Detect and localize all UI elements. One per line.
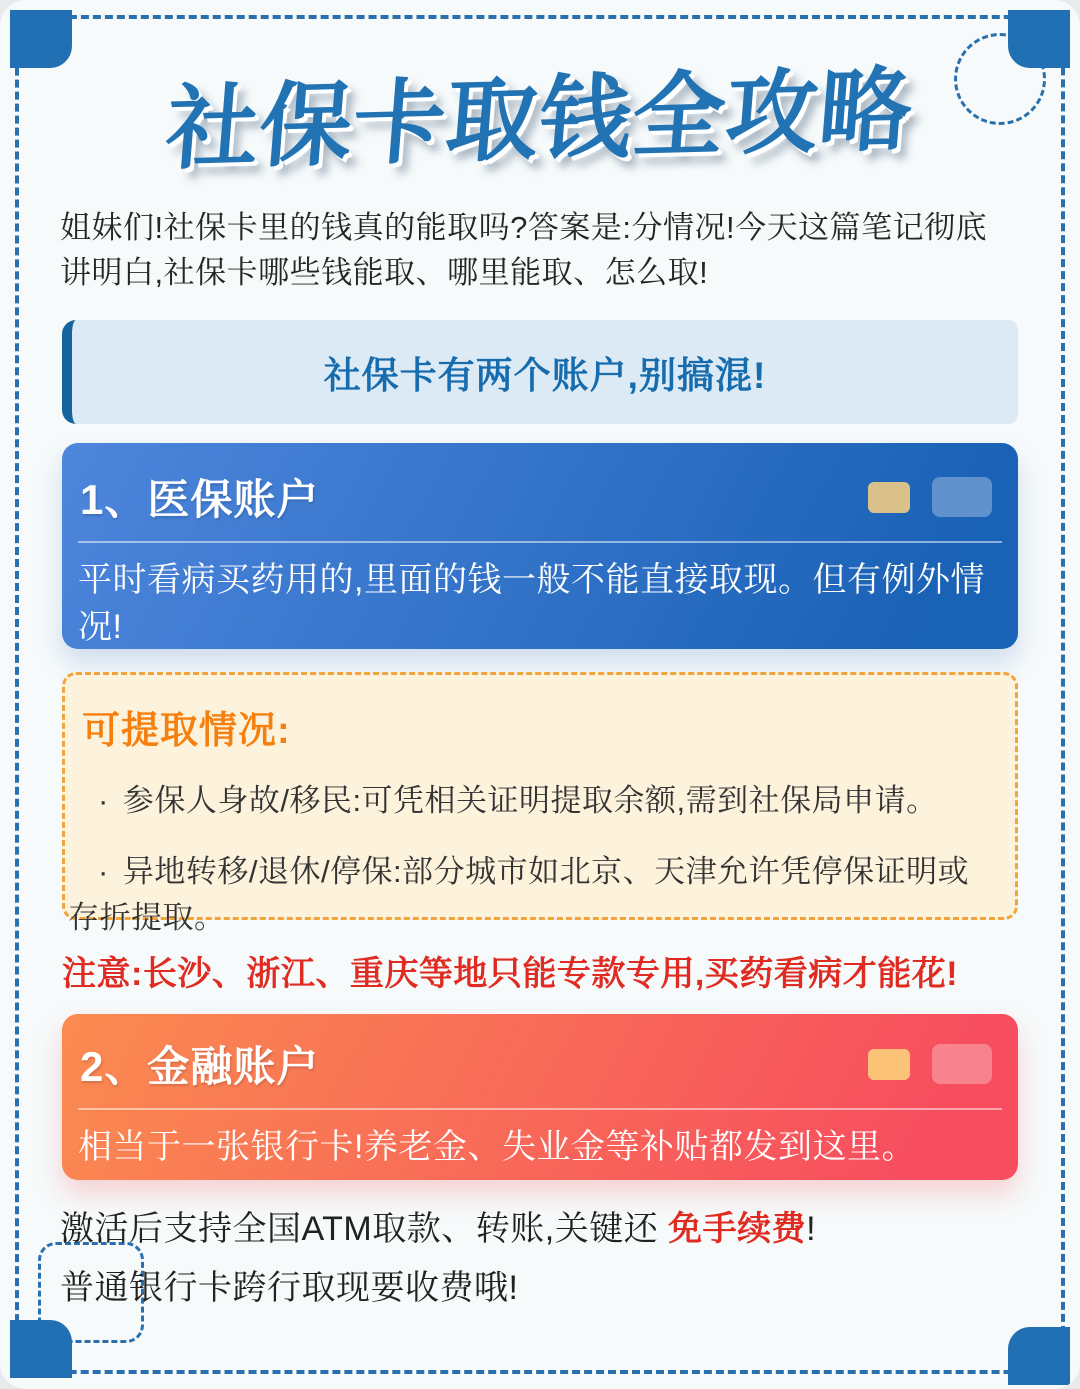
medical-account-card <box>62 443 1018 649</box>
bullet-dot: · <box>98 853 109 889</box>
medical-card-body: 平时看病买药用的,里面的钱一般不能直接取现。但有例外情况! <box>78 561 985 646</box>
financial-account-card <box>62 1014 1018 1180</box>
withdraw-box-title: 可提取情况: <box>82 710 291 752</box>
withdraw-case-text-1: 参保人身故/移民:可凭相关证明提取余额,需到社保局申请。 <box>122 783 938 818</box>
withdraw-case-item <box>68 778 993 825</box>
financial-card-title: 2、金融账户 <box>80 1043 320 1090</box>
warning-note: 注意:长沙、浙江、重庆等地只能专款专用,买药看病才能花! <box>62 955 959 993</box>
footer-line-1-suffix: ! <box>806 1210 817 1248</box>
corner-accent-bottom-right <box>1008 1327 1070 1385</box>
withdraw-cases-box <box>62 672 1018 935</box>
banner-text: 社保卡有两个账户,别搞混! <box>323 355 767 396</box>
card-chip-icon <box>868 1049 910 1080</box>
free-fee-highlight: 免手续费 <box>668 1210 807 1248</box>
section-banner <box>62 320 1018 424</box>
footer-line-2: 普通银行卡跨行取现要收费哦! <box>60 1269 519 1307</box>
card-header <box>62 443 1018 527</box>
card-header <box>62 1014 1018 1094</box>
footer-line-1 <box>60 1201 1000 1250</box>
withdraw-case-text-2: 异地转移/退休/停保:部分城市如北京、天津允许凭停保证明或存折提取。 <box>68 853 970 935</box>
bank-card-icon <box>932 1044 992 1084</box>
bullet-dot: · <box>98 783 109 818</box>
medical-card-title: 1、医保账户 <box>80 476 320 523</box>
financial-card-body: 相当于一张银行卡!养老金、失业金等补贴都发到这里。 <box>78 1128 916 1166</box>
intro-text: 姐妹们!社保卡里的钱真的能取吗?答案是:分情况!今天这篇笔记彻底讲明白,社保卡哪些钱能取、哪里能取、怎么取! <box>60 210 988 290</box>
withdraw-case-item <box>68 849 993 942</box>
bank-card-icon <box>932 477 992 517</box>
footer-line-1-prefix: 激活后支持全国ATM取款、转账,关键还 <box>60 1210 669 1248</box>
corner-accent-bottom-left <box>10 1320 72 1378</box>
bank-card-motif <box>868 1044 992 1084</box>
page-title: 社保卡取钱全攻略 <box>162 59 917 181</box>
bank-card-motif <box>868 477 992 517</box>
card-chip-icon <box>868 482 910 513</box>
